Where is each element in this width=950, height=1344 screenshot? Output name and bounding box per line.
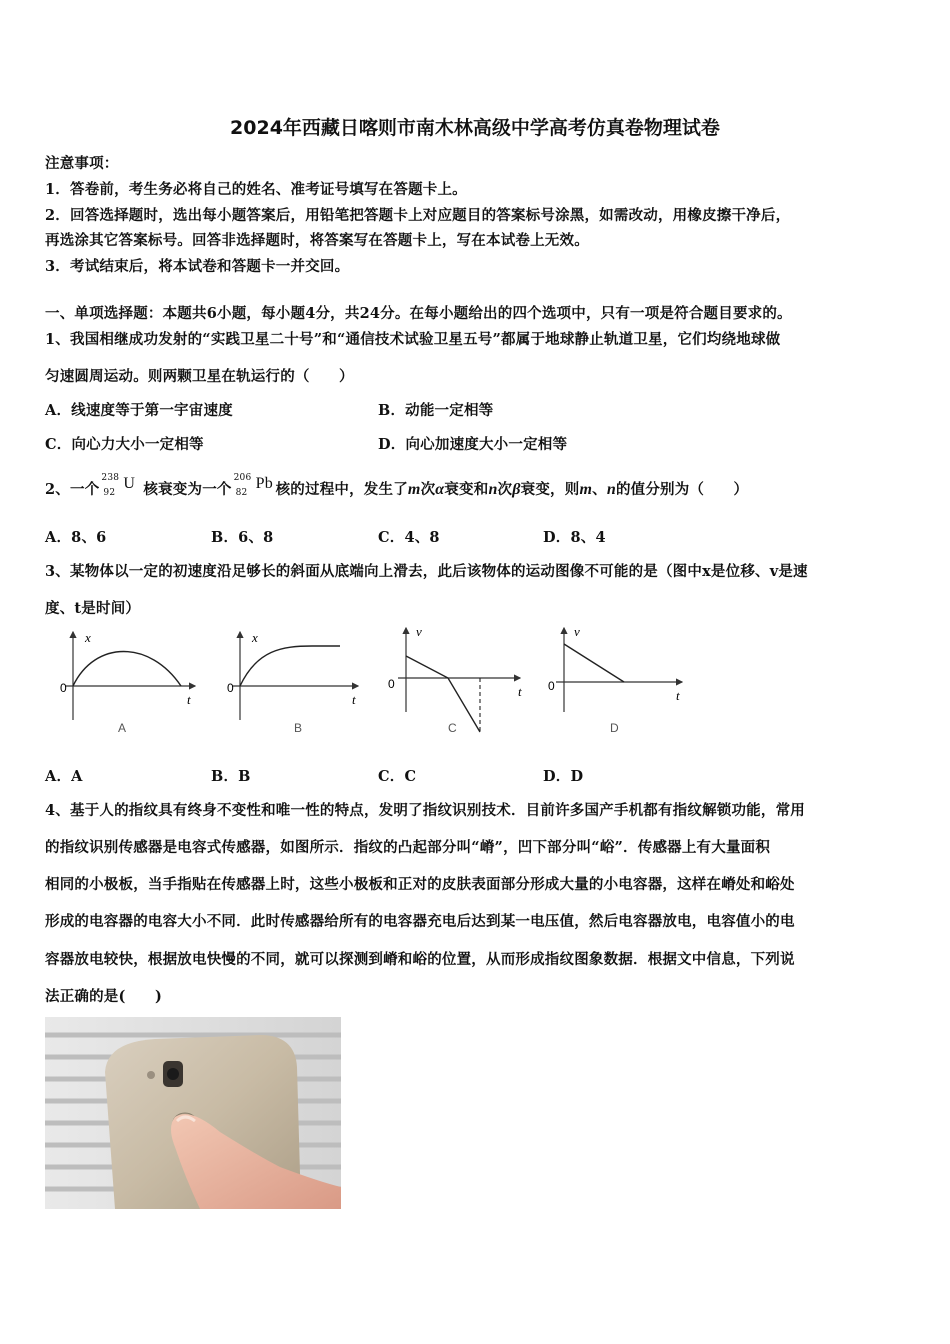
- q3-option-d: D．D: [543, 768, 584, 785]
- graph-a-ylabel: x: [85, 630, 91, 645]
- q3-option-b: B．B: [211, 768, 251, 785]
- notice-item: 3．考试结束后，将本试卷和答题卡一并交回。: [45, 258, 350, 275]
- page-title: 2024年西藏日喀则市南木林高级中学高考仿真卷物理试卷: [230, 117, 720, 139]
- q1-option-b: B．动能一定相等: [378, 402, 494, 419]
- q4-stem-line: 相同的小极板，当手指贴在传感器上时，这些小极板和正对的皮肤表面部分形成大量的小电容器，这样在嵴处和峪处: [45, 876, 795, 893]
- graph-c-line: [406, 656, 480, 732]
- q1-option-c: C．向心力大小一定相等: [45, 436, 204, 453]
- graph-b-origin: 0: [227, 681, 234, 695]
- graph-d-line: [564, 644, 624, 682]
- uranium-nuclide: 238 92 U: [101, 473, 136, 498]
- graph-c-origin: 0: [388, 677, 395, 691]
- fingerprint-phone-photo: [45, 1017, 341, 1209]
- graph-c: [384, 620, 534, 740]
- graph-c-caption: C: [448, 721, 457, 735]
- graph-b: [222, 620, 372, 740]
- notice-item: 2．回答选择题时，选出每小题答案后，用铅笔把答题卡上对应题目的答案标号涂黑，如需改动，用橡皮擦干净后，: [45, 207, 791, 224]
- graph-b-xlabel: t: [352, 692, 356, 707]
- notice-heading: 注意事项：: [45, 155, 119, 172]
- graph-d: [546, 620, 696, 740]
- notice-item: 1．答卷前，考生务必将自己的姓名、准考证号填写在答题卡上。: [45, 181, 467, 198]
- q3-option-c: C．C: [378, 768, 417, 785]
- q2-option-c: C．4、8: [378, 529, 440, 546]
- q3-stem-line1: 3、某物体以一定的初速度沿足够长的斜面从底端向上滑去，此后该物体的运动图像不可能的是（图中x是位移、v是速: [45, 563, 808, 580]
- beta-symbol: β: [512, 481, 521, 498]
- lead-nuclide: 206 82 Pb: [233, 473, 273, 498]
- graph-c-xlabel: t: [518, 684, 522, 699]
- q4-stem-line: 形成的电容器的电容大小不同．此时传感器给所有的电容器充电后达到某一电压值，然后电容器放电，电容值小的电: [45, 913, 795, 930]
- graph-a-origin: 0: [60, 681, 67, 695]
- graph-d-caption: D: [610, 721, 619, 735]
- graph-a-xlabel: t: [187, 692, 191, 707]
- q2-option-d: D．8、4: [543, 529, 606, 546]
- q1-stem-line2: 匀速圆周运动。则两颗卫星在轨运行的（ ）: [45, 368, 354, 385]
- graph-a: [55, 620, 205, 740]
- q4-stem-line: 的指纹识别传感器是电容式传感器，如图所示．指纹的凸起部分叫“嵴”，凹下部分叫“峪”．传感器上有大量面积: [45, 839, 771, 856]
- section-heading: 一、单项选择题：本题共6小题，每小题4分，共24分。在每小题给出的四个选项中，只有一项是符合题目要求的。: [45, 305, 792, 322]
- graph-d-origin: 0: [548, 679, 555, 693]
- graph-c-ylabel: v: [416, 624, 422, 639]
- q1-option-a: A．线速度等于第一宇宙速度: [45, 402, 233, 419]
- graph-d-xlabel: t: [676, 688, 680, 703]
- graph-b-curve: [240, 646, 340, 686]
- q3-option-a: A．A: [45, 768, 83, 785]
- graph-b-caption: B: [294, 721, 303, 735]
- q1-option-d: D．向心加速度大小一定相等: [378, 436, 568, 453]
- q4-stem-line: 容器放电较快，根据放电快慢的不同，就可以探测到嵴和峪的位置，从而形成指纹图象数据．根据文中信息，下列说: [45, 951, 795, 968]
- graph-b-ylabel: x: [252, 630, 258, 645]
- alpha-symbol: α: [435, 481, 445, 498]
- graph-a-caption: A: [118, 721, 127, 735]
- q4-stem-line: 法正确的是( ): [45, 988, 163, 1005]
- q3-stem-line2: 度、t是时间）: [45, 600, 141, 617]
- graph-d-ylabel: v: [574, 624, 580, 639]
- q4-stem-line: 4、基于人的指纹具有终身不变性和唯一性的特点，发明了指纹识别技术．目前许多国产手机都有指纹解锁功能，常用: [45, 802, 805, 819]
- q2-option-a: A．8、6: [45, 529, 107, 546]
- notice-item: 再选涂其它答案标号。回答非选择题时，将答案写在答题卡上，写在本试卷上无效。: [45, 232, 589, 249]
- q2-stem: 2、一个 238 92 U 核衰变为一个 206 82 Pb 核的过程中，发生了m次α衰变和n次β衰变，则m、n的值分别为（ ）: [45, 478, 748, 501]
- graph-a-curve: [73, 652, 181, 687]
- q1-stem-line1: 1、我国相继成功发射的“实践卫星二十号”和“通信技术试验卫星五号”都属于地球静止轨道卫星，它们均绕地球做: [45, 331, 781, 348]
- q2-option-b: B．6、8: [211, 529, 274, 546]
